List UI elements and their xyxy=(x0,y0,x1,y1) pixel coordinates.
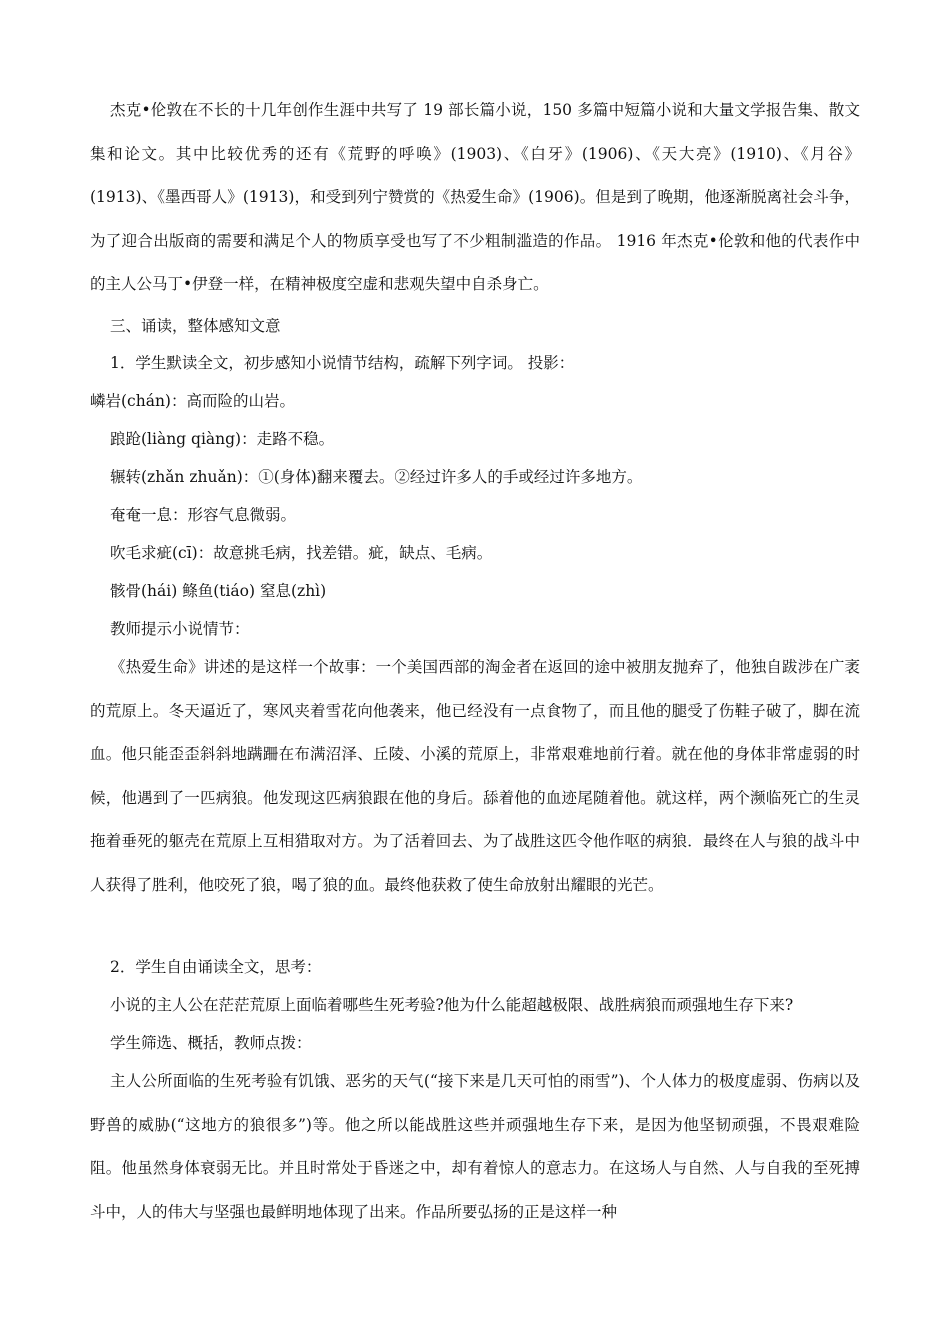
teacher-guidance: 学生筛选、概括，教师点拨： xyxy=(110,1034,312,1052)
vocab-item-liangqiang: 踉跄(liàng qiàng)：走路不稳。 xyxy=(110,430,335,448)
paragraph-answer-analysis: 主人公所面临的生死考验有饥饿、恶劣的天气(“接下来是几天可怕的雨雪”)、个人体力的极度虚弱、伤病以及野兽的威胁(“这地方的狼很多”)等。他之所以能战胜这些并顽强地生存下来，是因为他坚韧顽强，不畏艰难险阻。他虽然身体衰弱无比。并且时常处于昏迷之中，却有着惊人的意志力。在这场人与自然、人与自我的至死搏斗中，人的伟大与坚强也最鲜明地体现了出来。作品所要弘扬的正是这样一种 xyxy=(90,1072,860,1221)
vocab-item-yanyanyixi: 奄奄一息：形容气息微弱。 xyxy=(110,506,297,524)
discussion-question: 小说的主人公在茫茫荒原上面临着哪些生死考验?他为什么能超越极限、战胜病狼而顽强地生存下来? xyxy=(110,996,794,1014)
vocab-item-chanyan: 嶙岩(chán)：高而险的山岩。 xyxy=(90,392,295,410)
section-heading-reading: 三、诵读，整体感知文意 xyxy=(110,317,281,335)
instruction-free-reading: 2．学生自由诵读全文，思考： xyxy=(110,958,322,976)
vocab-item-pronunciations: 骸骨(hái) 鲦鱼(tiáo) 窒息(zhì) xyxy=(110,582,327,600)
vocab-item-zhanzhuan: 辗转(zhǎn zhuǎn)：①(身体)翻来覆去。②经过许多人的手或经过许多地方。 xyxy=(110,468,643,486)
instruction-silent-reading: 1．学生默读全文，初步感知小说情节结构，疏解下列字词。 投影： xyxy=(110,354,575,372)
teacher-plot-hint: 教师提示小说情节： xyxy=(110,620,250,638)
paragraph-story-summary: 《热爱生命》讲述的是这样一个故事：一个美国西部的淘金者在返回的途中被朋友抛弃了，他独自跋涉在广袤的荒原上。冬天逼近了，寒风夹着雪花向他袭来，他已经没有一点食物了，而且他的腿受了伤鞋子破了，脚在流血。他只能歪歪斜斜地蹒跚在布满沼泽、丘陵、小溪的荒原上，非常艰难地前行着。就在他的身体非常虚弱的时候，他遇到了一匹病狼。他发现这匹病狼跟在他的身后。舔着他的血迹尾随着他。就这样，两个濒临死亡的生灵拖着垂死的躯壳在荒原上互相猎取对方。为了活着回去、为了战胜这匹令他作呕的病狼．最终在人与狼的战斗中人获得了胜利，他咬死了狼，喝了狼的血。最终他获救了使生命放射出耀眼的光芒。 xyxy=(90,658,860,894)
paragraph-jack-london-works: 杰克•伦敦在不长的十几年创作生涯中共写了 19 部长篇小说，150 多篇中短篇小说和大量文学报告集、散文集和论文。其中比较优秀的还有《荒野的呼唤》(1903)、《白牙》(1906)、《天大亮》(1910)、《月谷》(1913)、《墨西哥人》(1913)，和受到列宁赞赏的《热爱生命》(1906)。但是到了晚期，他逐渐脱离社会斗争，为了迎合出版商的需要和满足个人的物质享受也写了不少粗制滥造的作品。 1916 年杰克•伦敦和他的代表作中的主人公马丁•伊登一样，在精神极度空虚和悲观失望中自杀身亡。 xyxy=(90,101,860,293)
vocab-item-chuimaoqiuci: 吹毛求疵(cī)：故意挑毛病，找差错。疵，缺点、毛病。 xyxy=(110,544,493,562)
